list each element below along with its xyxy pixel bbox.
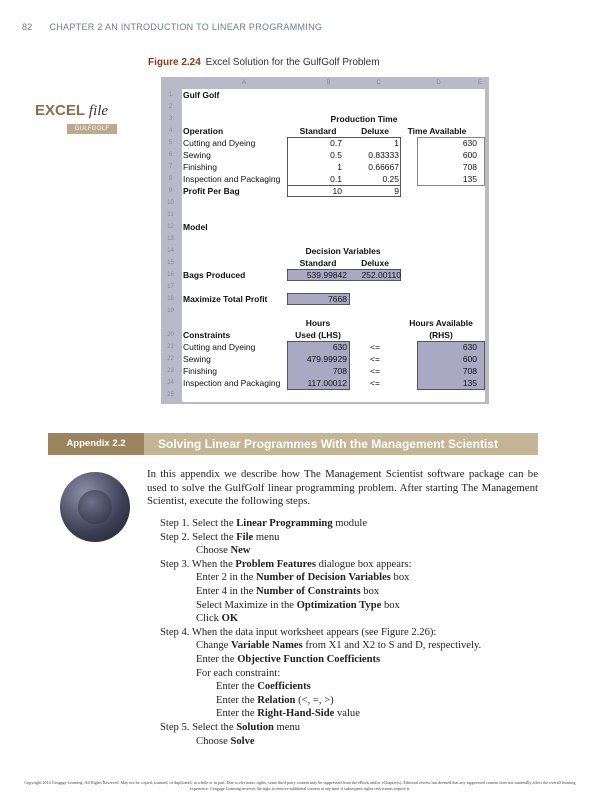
step-line bbox=[160, 735, 481, 749]
sheet-row bbox=[161, 317, 485, 329]
step-line bbox=[160, 707, 481, 721]
step-keyword: Solve bbox=[230, 735, 255, 747]
figure-caption-text: Excel Solution for the GulfGolf Problem bbox=[205, 57, 380, 68]
sheet-row bbox=[161, 305, 485, 317]
sheet-row bbox=[161, 329, 485, 341]
deluxe-time: 1 bbox=[394, 138, 399, 148]
row-number: 10 bbox=[167, 200, 174, 206]
step-text: Enter 4 in the bbox=[196, 585, 257, 597]
sheet-row bbox=[161, 365, 485, 377]
step-line bbox=[160, 558, 481, 572]
step-text: For each constraint: bbox=[196, 667, 281, 679]
deluxe-time: 0.83333 bbox=[368, 150, 399, 160]
deluxe-time: 0.25 bbox=[382, 174, 399, 184]
standard-time: 0.7 bbox=[330, 138, 342, 148]
time-available: 600 bbox=[462, 150, 477, 160]
constraint-relation: <= bbox=[370, 378, 380, 388]
page-header bbox=[22, 22, 322, 32]
sheet-row bbox=[161, 89, 485, 101]
row-number: 23 bbox=[167, 368, 174, 374]
step-keyword: File bbox=[236, 531, 254, 543]
step-keyword: Coefficients bbox=[257, 681, 311, 693]
step-text: Enter the bbox=[196, 653, 238, 665]
rhs-header: (RHS) bbox=[429, 330, 453, 340]
profit-deluxe: 9 bbox=[394, 186, 399, 196]
sheet-row bbox=[161, 245, 485, 257]
step-text: Choose bbox=[196, 735, 231, 747]
sheet-row bbox=[161, 125, 485, 137]
row-number: 9 bbox=[168, 188, 173, 194]
step-text: box bbox=[381, 599, 400, 611]
step-line bbox=[160, 531, 481, 545]
constraint-name: Sewing bbox=[183, 354, 211, 364]
dv-standard-header: Standard bbox=[299, 258, 337, 268]
row-number: 22 bbox=[167, 356, 174, 362]
step-keyword: Number of Constraints bbox=[256, 585, 361, 597]
operation-name: Inspection and Packaging bbox=[183, 174, 281, 184]
column-header: B bbox=[326, 80, 331, 86]
step-keyword: Solution bbox=[236, 721, 274, 733]
row-number: 3 bbox=[168, 116, 173, 122]
used-lhs-header: Used (LHS) bbox=[295, 330, 341, 340]
sheet-row bbox=[161, 185, 485, 197]
profit-label: Profit Per Bag bbox=[183, 186, 240, 196]
sheet-row bbox=[161, 113, 485, 125]
step-line bbox=[160, 626, 481, 640]
figure-caption bbox=[148, 57, 380, 68]
constraint-lhs: 117.00012 bbox=[307, 378, 347, 388]
step-line bbox=[160, 680, 481, 694]
sheet-row bbox=[161, 257, 485, 269]
standard-time: 0.5 bbox=[330, 150, 342, 160]
constraints-header: Constraints bbox=[183, 330, 231, 340]
step-text: Choose bbox=[196, 545, 231, 557]
step-text: (<, =, >) bbox=[295, 694, 334, 706]
row-number: 1 bbox=[168, 92, 173, 98]
constraint-rhs: 708 bbox=[462, 366, 477, 376]
step-text: Step 4. When the data input worksheet appears (see Figure 2.26): bbox=[160, 626, 437, 638]
step-keyword: OK bbox=[221, 613, 239, 625]
file-word: file bbox=[88, 103, 109, 119]
bags-produced-label: Bags Produced bbox=[183, 270, 246, 280]
time-available: 135 bbox=[462, 174, 477, 184]
constraint-relation: <= bbox=[370, 366, 380, 376]
production-time-header: Production Time bbox=[330, 114, 398, 124]
sheet-row bbox=[161, 377, 485, 389]
constraint-name: Inspection and Packaging bbox=[183, 378, 281, 388]
step-text: menu bbox=[253, 531, 280, 543]
operation-name: Sewing bbox=[183, 150, 211, 160]
row-number: 7 bbox=[168, 164, 173, 170]
constraint-lhs: 479.99929 bbox=[306, 354, 347, 364]
chapter-title: CHAPTER 2 AN INTRODUCTION TO LINEAR PROGRAMMING bbox=[49, 22, 323, 32]
row-number: 5 bbox=[168, 140, 173, 146]
step-line bbox=[160, 721, 481, 735]
sheet-row bbox=[161, 293, 485, 305]
sheet-row bbox=[161, 173, 485, 185]
operation-name: Cutting and Dyeing bbox=[183, 138, 256, 148]
row-number: 17 bbox=[167, 284, 174, 290]
step-text: Enter the bbox=[216, 708, 258, 720]
step-line bbox=[160, 653, 481, 667]
step-keyword: Optimization Type bbox=[296, 599, 382, 611]
hours-header: Hours bbox=[305, 318, 331, 328]
step-line bbox=[160, 667, 481, 681]
column-header: C bbox=[376, 80, 381, 86]
row-number bbox=[161, 317, 180, 329]
step-line bbox=[160, 571, 481, 585]
step-line bbox=[160, 585, 481, 599]
step-keyword: Number of Decision Variables bbox=[256, 572, 391, 584]
step-text: dialogue box appears: bbox=[315, 558, 412, 570]
sheet-row bbox=[161, 233, 485, 245]
page-number: 82 bbox=[22, 22, 33, 32]
step-text: from X1 and X2 to S and D, respectively. bbox=[302, 640, 482, 652]
sheet-row bbox=[161, 221, 485, 233]
excel-file-label bbox=[35, 102, 108, 120]
row-number: 2 bbox=[168, 104, 173, 110]
step-text: Step 1. Select the bbox=[160, 518, 237, 529]
appendix-title: Solving Linear Programmes With the Management Scientist bbox=[158, 437, 498, 451]
sheet-row bbox=[161, 353, 485, 365]
column-header: E bbox=[477, 80, 482, 86]
step-text: Step 3. When the bbox=[160, 558, 236, 570]
spreadsheet-grid bbox=[167, 89, 485, 402]
row-number: 16 bbox=[167, 272, 174, 278]
time-available: 708 bbox=[462, 162, 477, 172]
constraint-relation: <= bbox=[370, 342, 380, 352]
step-text: value bbox=[334, 708, 360, 720]
row-number: 15 bbox=[167, 260, 174, 266]
step-text: Enter 2 in the bbox=[196, 572, 257, 584]
intro-paragraph: In this appendix we describe how The Management Scientist software package can be used to solve the GulfGolf linear programming problem. After starting The Management Scientist, execute the following steps. bbox=[147, 468, 538, 507]
row-number: 14 bbox=[167, 248, 174, 254]
constraint-lhs: 708 bbox=[332, 366, 347, 376]
dv-deluxe-header: Deluxe bbox=[361, 258, 389, 268]
step-keyword: Linear Programming bbox=[236, 518, 333, 529]
step-text: Change bbox=[196, 640, 232, 652]
step-line bbox=[160, 639, 481, 653]
row-number: 6 bbox=[168, 152, 173, 158]
row-number: 11 bbox=[167, 212, 174, 218]
filename-badge: GULFGOLF bbox=[67, 124, 117, 134]
sheet-row bbox=[161, 209, 485, 221]
decision-variables-header: Decision Variables bbox=[305, 246, 381, 256]
bags-standard: 539.99842 bbox=[306, 270, 347, 280]
appendix-tab: Appendix 2.2 bbox=[48, 433, 144, 455]
steps-list bbox=[160, 517, 481, 748]
bags-deluxe: 252.00110 bbox=[361, 270, 401, 280]
hours-available-header: Hours Available bbox=[409, 318, 473, 328]
sheet-row bbox=[161, 389, 485, 401]
step-line bbox=[160, 599, 481, 613]
step-text: menu bbox=[273, 721, 301, 733]
constraint-relation: <= bbox=[370, 354, 380, 364]
row-number: 20 bbox=[167, 332, 174, 338]
column-headers bbox=[161, 77, 489, 89]
step-text: Step 5. Select the bbox=[160, 721, 237, 733]
step-line bbox=[160, 694, 481, 708]
row-number: 24 bbox=[167, 380, 174, 386]
sheet-row bbox=[161, 281, 485, 293]
time-available-header: Time Available bbox=[407, 126, 467, 136]
step-text: Select Maximize in the bbox=[196, 599, 297, 611]
sheet-row bbox=[161, 137, 485, 149]
row-number: 8 bbox=[168, 176, 173, 182]
row-number: 4 bbox=[168, 128, 173, 134]
step-keyword: Objective Function Coefficients bbox=[237, 653, 381, 665]
objective-value: 7668 bbox=[328, 294, 347, 304]
step-keyword: Relation bbox=[257, 694, 296, 706]
step-text: Step 2. Select the bbox=[160, 531, 237, 543]
row-number: 13 bbox=[167, 236, 174, 242]
column-header: A bbox=[241, 80, 246, 86]
step-text: Enter the bbox=[216, 694, 258, 706]
step-keyword: New bbox=[230, 545, 251, 557]
profit-standard: 10 bbox=[332, 186, 342, 196]
step-text: Click bbox=[196, 613, 222, 625]
step-keyword: Problem Features bbox=[235, 558, 316, 570]
deluxe-time: 0.66667 bbox=[368, 162, 399, 172]
constraint-name: Finishing bbox=[183, 366, 218, 376]
standard-time: 1 bbox=[337, 162, 342, 172]
software-disc-icon bbox=[60, 472, 130, 542]
sheet-row bbox=[161, 149, 485, 161]
copyright-notice: Copyright 2014 Cengage Learning. All Rights Reserved. May not be copied, scanned, or duplicated, in whole or in part. Due to electronic rights, some third party content may be suppressed from the eBook and/or eChapter(s). Editorial review has deemed that any suppressed content does not materially affect the overall learning experience. Cengage Learning reserves the right to remove additional content at any time if subsequent rights restrictions require it. bbox=[24, 780, 576, 791]
step-keyword: Right-Hand-Side bbox=[257, 708, 335, 720]
sheet-row bbox=[161, 341, 485, 353]
model-label: Model bbox=[183, 222, 208, 232]
operation-header: Operation bbox=[183, 126, 224, 136]
standard-time: 0.1 bbox=[330, 174, 342, 184]
step-text: module bbox=[332, 518, 368, 529]
constraint-rhs: 135 bbox=[462, 378, 477, 388]
step-line bbox=[160, 544, 481, 558]
row-number: 19 bbox=[167, 308, 174, 314]
row-number: 21 bbox=[167, 344, 174, 350]
time-available: 630 bbox=[462, 138, 477, 148]
standard-header: Standard bbox=[299, 126, 337, 136]
column-header: D bbox=[436, 80, 441, 86]
excel-word: EXCEL bbox=[35, 102, 85, 119]
row-number: 12 bbox=[167, 224, 174, 230]
step-line bbox=[160, 517, 481, 531]
sheet-row bbox=[161, 101, 485, 113]
constraint-rhs: 600 bbox=[462, 354, 477, 364]
row-number: 25 bbox=[167, 392, 174, 398]
figure-label: Figure 2.24 bbox=[148, 57, 201, 68]
objective-label: Maximize Total Profit bbox=[183, 294, 268, 304]
deluxe-header: Deluxe bbox=[361, 126, 389, 136]
row-number: 18 bbox=[167, 296, 174, 302]
step-text: Enter the bbox=[216, 681, 258, 693]
sheet-row bbox=[161, 197, 485, 209]
step-text: box bbox=[360, 585, 380, 597]
spreadsheet bbox=[161, 77, 489, 404]
constraint-lhs: 630 bbox=[332, 342, 347, 352]
step-text: box bbox=[390, 572, 410, 584]
sheet-row bbox=[161, 269, 485, 281]
step-keyword: Variable Names bbox=[231, 640, 303, 652]
constraint-name: Cutting and Dyeing bbox=[183, 342, 256, 352]
operation-name: Finishing bbox=[183, 162, 218, 172]
step-line bbox=[160, 612, 481, 626]
sheet-row bbox=[161, 161, 485, 173]
sheet-title: Gulf Golf bbox=[183, 90, 220, 100]
constraint-rhs: 630 bbox=[462, 342, 477, 352]
